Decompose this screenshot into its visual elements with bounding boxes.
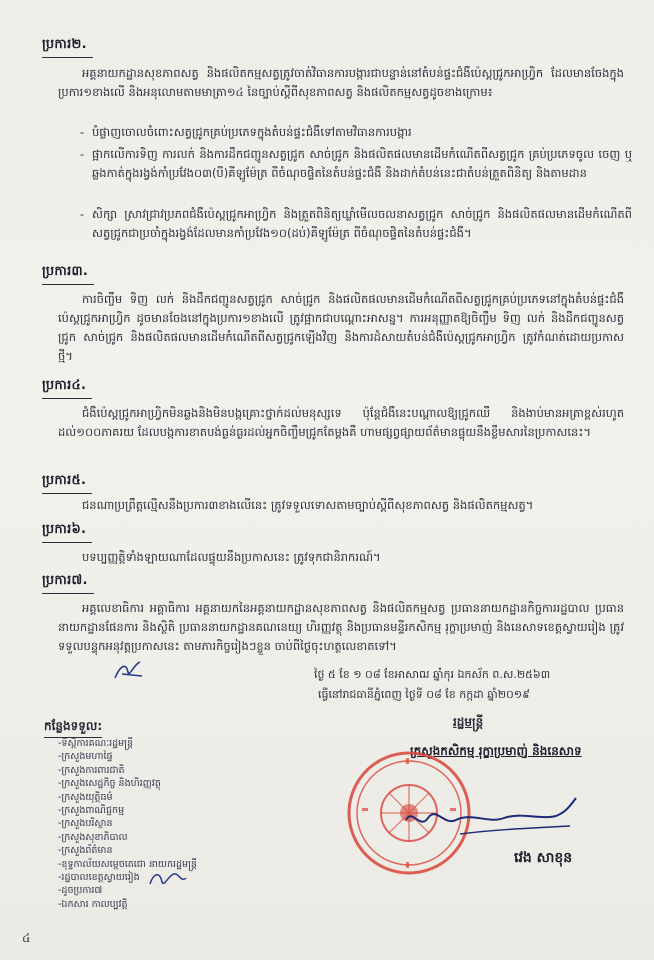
article-2-intro: អគ្គនាយកដ្ឋានសុខភាពសត្វ និងផលិតកម្មសត្វត្រូវចាត់វិធានការបង្ការជាបន្ទាន់នៅតំបន់ផ្ទះជំងឺប៉េស្តជ្រូកអាហ្វ្រិក ដែលមានចែងក្នុងប្រការ១ខាងលើ និងអនុលោមតាមមាត្រា១៤ នៃច្បាប់ស្តីពីសុខភាពសត្វ និងផលិតកម្មសត្វដូចខាងក្រោម៖ — [58, 66, 624, 99]
initial-mark — [112, 658, 146, 684]
article-heading: ប្រការ២. — [42, 36, 87, 55]
recipient-item: -ក្រសួងបរិស្ថាន — [58, 818, 113, 830]
recipient-item: -ដូចប្រការ៧ — [58, 885, 103, 897]
recipient-item: -ក្រសួងយុត្តិធម៌ — [58, 791, 113, 803]
recipient-item: -ឯកសារ កាលប្បវត្តិ — [58, 898, 128, 910]
signatory-name: វេង សាខុន — [514, 850, 573, 866]
bullet-text: សិក្សា ស្រាវជ្រាវប្រភពជំងឺប៉េស្តជ្រូកអាហ្វ្រិក និងត្រួតពិនិត្យឃ្លាំមើលចលនាសត្វជ្រូក សាច់ជ្រូក និងផលិតផលមានដើមកំណើតពីសត្វជ្រូកជាប្រចាំក្នុងរង្វង់ដែលមានកាំប្រវែង១០(ដប់)គីឡូម៉ែត្រ ពីចំណុចផ្ទិតនៃតំបន់ផ្ទះជំងឺ។ — [92, 207, 632, 240]
initials-mark — [146, 866, 190, 890]
bullet-text: ផ្អាកលើការទិញ ការលក់ និងការដឹកជញ្ជូនសត្វជ្រូក សាច់ជ្រូក និងផលិតផលមានដើមកំណើតពីសត្វជ្រូក គ្រប់ប្រភេទចូល ចេញ ឬឆ្លងកាត់ក្នុងរង្វង់កាំប្រវែង០៣(បី)គីឡូម៉ែត្រ ពីចំណុចផ្ទិតនៃតំបន់ផ្ទះជំងឺ និងដាក់តំបន់នេះជាតំបន់ត្រួតពិនិត្យ និងតាមដាន — [92, 147, 632, 180]
signature — [400, 790, 590, 850]
article-5-text: ជនណាប្រព្រឹត្តល្មើសនឹងប្រការ៣ខាងលើនេះ ត្រូវទទួលទោសតាមច្បាប់ស្តីពីសុខភាពសត្វ និងផលិតកម្មសត្វ។ — [82, 498, 534, 512]
article-2-bullet: - ផ្អាកលើការទិញ ការលក់ និងការដឹកជញ្ជូនសត្វជ្រូក សាច់ជ្រូក និងផលិតផលមានដើមកំណើតពីសត្វជ្រូក គ្រប់ប្រភេទចូល ចេញ ឬឆ្លងកាត់ក្នុងរង្វង់កាំប្រវែង០៣(បី)គីឡូម៉ែត្រ ពីចំណុចផ្ទិតនៃតំបន់ផ្ទះជំងឺ និងដាក់តំបន់នេះជាតំបន់ត្រួតពិនិត្យ និងតាមដាន — [80, 147, 632, 180]
recipient-item: -រដ្ឋបាលខេត្តស្វាយរៀង — [58, 872, 140, 884]
article-7-text: អគ្គលេខាធិការ អគ្គាធិការ អគ្គនាយកនៃអគ្គនាយកដ្ឋានសុខភាពសត្វ និងផលិតកម្មសត្វ ប្រធាននាយកដ្ឋានកិច្ចការរដ្ឋបាល ប្រធាននាយកដ្ឋានផែនការ និងស្ថិតិ ប្រធាននាយកដ្ឋានគណនេយ្យ ហិរញ្ញវត្ថុ និងប្រធានមន្ទីរកសិកម្ម រុក្ខាប្រមាញ់ និងនេសាទខេត្តស្វាយរៀង ត្រូវទទួលបន្ទុកអនុវត្តប្រកាសនេះ តាមភារកិច្ចរៀងៗខ្លួន ចាប់ពីថ្ងៃចុះហត្ថលេខាតទៅ។ — [58, 601, 624, 653]
recipient-item: -ក្រសួងសុខាភិបាល — [58, 831, 128, 843]
article-2-bullet: - បំផ្លាញចោលចំពោះសត្វជ្រូកគ្រប់ប្រភេទក្នុងតំបន់ផ្ទះជំងឺទៅតាមវិធានការបង្ការ — [80, 125, 412, 139]
recipient-item: -ក្រសួងការពារជាតិ — [58, 764, 125, 776]
lunar-date: ថ្ងៃ ៥ ខែ ១ ០៨ ខែអាសាឍ ឆ្នាំកុរ ឯកស័ក ព.ស.២៥៦៣ — [314, 668, 551, 681]
recipient-item: -ក្រសួងមហាផ្ទៃ — [58, 751, 113, 763]
article-4-text: ជំងឺប៉េស្តជ្រូកអាហ្វ្រិកមិនឆ្លងនិងមិនបង្កគ្រោះថ្នាក់ដល់មនុស្សទេ ប៉ុន្តែជំងឺនេះបណ្តាលឱ្យជ្រូកឈឺ និងងាប់មានអត្រាខ្ពស់រហូតដល់១០០ភាគរយ ដែលបង្កការខាតបង់ធ្ងន់ធ្ងរដល់អ្នកចិញ្ចឹមជ្រូកតែម្តងគឺ ហាមផ្សព្វផ្សាយព័ត៌មានផ្ទុយនឹងខ្លឹមសារនៃប្រកាសនេះ។ — [58, 406, 624, 439]
article-heading: ប្រការ៧. — [42, 572, 88, 591]
recipient-item: -ក្រសួងព័ត៌មាន — [58, 845, 113, 857]
article-heading: ប្រការ៤. — [42, 377, 86, 396]
article-2-bullet: - សិក្សា ស្រាវជ្រាវប្រភពជំងឺប៉េស្តជ្រូកអាហ្វ្រិក និងត្រួតពិនិត្យឃ្លាំមើលចលនាសត្វជ្រូក សាច់ជ្រូក និងផលិតផលមានដើមកំណើតពីសត្វជ្រូកជាប្រចាំក្នុងរង្វង់ដែលមានកាំប្រវែង១០(ដប់)គីឡូម៉ែត្រ ពីចំណុចផ្ទិតនៃតំបន់ផ្ទះជំងឺ។ — [80, 207, 632, 240]
recipients-title: កន្លែងទទួល: — [44, 718, 102, 736]
article-heading: ប្រការ៥. — [42, 472, 86, 491]
recipient-item: -ទីស្តីការគណៈរដ្ឋមន្ត្រី — [58, 738, 134, 749]
signatory-title: រដ្ឋមន្ត្រី — [453, 715, 484, 729]
bullet-text: បំផ្លាញចោលចំពោះសត្វជ្រូកគ្រប់ប្រភេទក្នុងតំបន់ផ្ទះជំងឺទៅតាមវិធានការបង្ការ — [92, 125, 412, 139]
recipient-item: -ក្រសួងពាណិជ្ជកម្ម — [58, 805, 125, 817]
article-heading: ប្រការ៦. — [42, 521, 86, 540]
article-heading: ប្រការ៣. — [42, 263, 88, 282]
page-number: ៤ — [22, 931, 31, 945]
article-6-text: បទប្បញ្ញត្តិទាំងឡាយណាដែលផ្ទុយនឹងប្រកាសនេះ ត្រូវទុកជានិរាករណ៍។ — [82, 550, 381, 564]
recipient-item: -ខុទ្ទកាល័យសម្តេចតេជោ នាយករដ្ឋមន្ត្រី — [58, 858, 197, 870]
ministry-name: ក្រសួងកសិកម្ម រុក្ខាប្រមាញ់ និងនេសាទ — [410, 744, 582, 758]
article-3-text: ការចិញ្ចឹម ទិញ លក់ និងដឹកជញ្ជូនសត្វជ្រូក សាច់ជ្រូក និងផលិតផលមានដើមកំណើតពីសត្វជ្រូកគ្រប់ប្រភេទនៅក្នុងតំបន់ផ្ទះជំងឺប៉េស្តជ្រូកអាហ្វ្រិក ដូចមានចែងនៅក្នុងប្រការ១ខាងលើ ត្រូវផ្អាកជាបណ្តោះអាសន្ន។ ការអនុញ្ញាតឱ្យចិញ្ចឹម ទិញ លក់ និងដឹកជញ្ជូនសត្វជ្រូក សាច់ជ្រូក និងផលិតផលមានដើមកំណើតពីសត្វជ្រូកឡើងវិញ និងការដំសាយតំបន់ជំងឺប៉េស្តជ្រូកអាហ្វ្រិក ត្រូវកំណត់ដោយប្រកាសថ្មី។ — [58, 292, 624, 363]
solar-date: ធ្វើនៅរាជធានីភ្នំពេញ ថ្ងៃទី ០៨ ខែ កក្កដា ឆ្នាំ២០១៩ — [318, 688, 530, 701]
recipient-item: -ក្រសួងសេដ្ឋកិច្ច និងហិរញ្ញវត្ថុ — [58, 778, 161, 790]
